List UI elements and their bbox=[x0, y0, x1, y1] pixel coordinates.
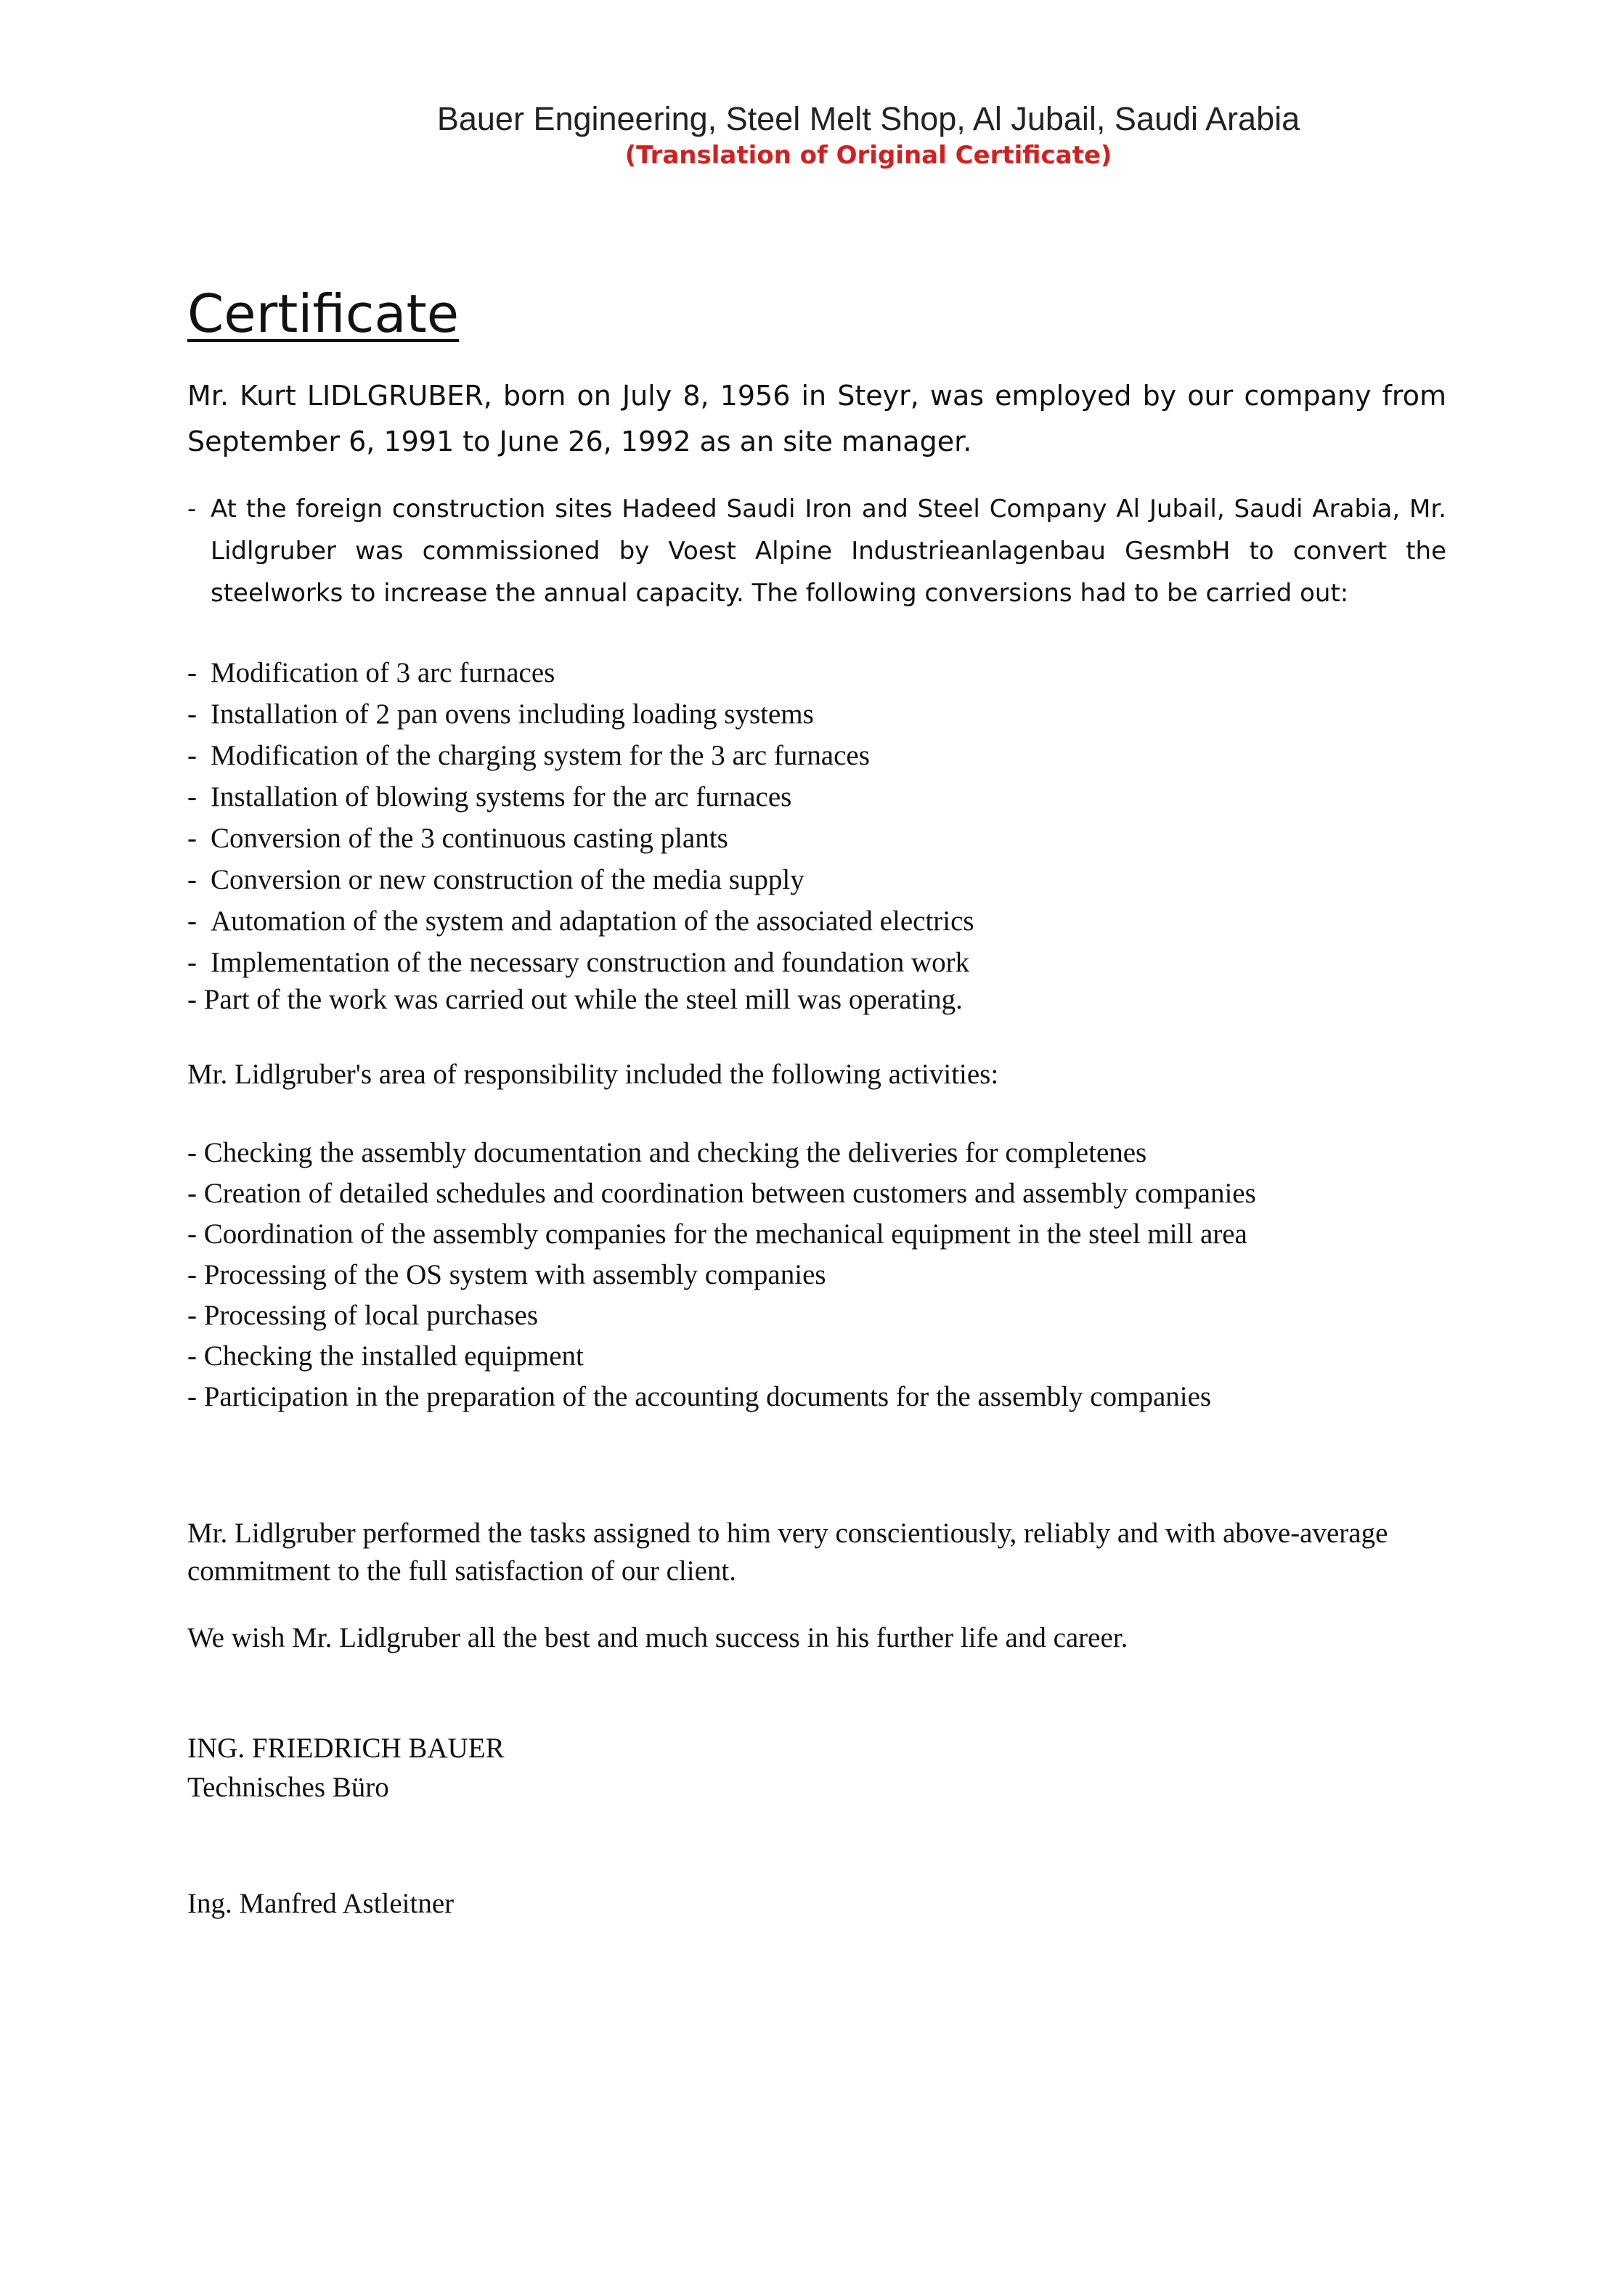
intro-paragraph: Mr. Kurt LIDLGRUBER, born on July 8, 1956 in Steyr, was employed by our company from September 6, 1991 to June 26, 1992 as an site manager. bbox=[187, 380, 1446, 457]
conversion-text: Modification of 3 arc furnaces bbox=[211, 657, 555, 688]
list-item: - Processing of the OS system with assembly companies bbox=[187, 1259, 826, 1290]
closing-paragraph: Mr. Lidlgruber performed the tasks assigned to him very conscientiously, reliably and with above-average commitment to the full satisfaction of our client. bbox=[187, 1518, 1388, 1587]
document-title: Certificate bbox=[187, 283, 459, 344]
conversion-text: Installation of blowing systems for the arc furnaces bbox=[211, 781, 792, 813]
list-item: - Checking the assembly documentation and checking the deliveries for completenes bbox=[187, 1137, 1147, 1168]
conversion-text: Conversion or new construction of the media supply bbox=[211, 864, 804, 895]
assignment-list bbox=[187, 488, 1446, 614]
closing-wishes: We wish Mr. Lidlgruber all the best and much success in his further life and career. bbox=[187, 1622, 1128, 1653]
conversion-text: Implementation of the necessary construction and foundation work bbox=[211, 947, 970, 978]
list-item: - Modification of 3 arc furnaces bbox=[187, 657, 555, 688]
letterhead-company: Bauer Engineering, Steel Melt Shop, Al Jubail, Saudi Arabia bbox=[436, 100, 1300, 137]
conversion-text: Installation of 2 pan ovens including loading systems bbox=[211, 699, 814, 730]
conversion-text: Modification of the charging system for the 3 arc furnaces bbox=[211, 740, 870, 771]
responsibilities-list bbox=[187, 1133, 1256, 1417]
list-item: - Conversion or new construction of the media supply bbox=[187, 864, 804, 895]
responsibility-intro: Mr. Lidlgruber's area of responsibility included the following activities: bbox=[187, 1059, 999, 1090]
list-dash: - bbox=[187, 494, 197, 524]
list-item: - Coordination of the assembly companies for the mechanical equipment in the steel mill area bbox=[187, 1218, 1247, 1250]
list-item: - Installation of blowing systems for the arc furnaces bbox=[187, 781, 792, 813]
signatory-office: Technisches Büro bbox=[187, 1772, 389, 1803]
assignment-text: At the foreign construction sites Hadeed Saudi Iron and Steel Company Al Jubail, Saudi Arabia, Mr. Lidlgruber was commissioned by Voest Alpine Industrieanlagenbau GesmbH to convert the steelworks to increase the annual capacity. The following conversions had to be carried out: bbox=[211, 494, 1446, 608]
list-item: - Installation of 2 pan ovens including loading systems bbox=[187, 699, 814, 730]
translation-note: (Translation of Original Certificate) bbox=[624, 141, 1112, 170]
list-item: - Checking the installed equipment bbox=[187, 1340, 584, 1372]
conversions-list bbox=[187, 652, 974, 983]
list-item: - Creation of detailed schedules and coordination between customers and assembly companies bbox=[187, 1178, 1256, 1209]
list-item: - Participation in the preparation of the accounting documents for the assembly companies bbox=[187, 1381, 1212, 1412]
conversions-tail: - Part of the work was carried out while the steel mill was operating. bbox=[187, 984, 963, 1015]
list-item: - Automation of the system and adaptation of the associated electrics bbox=[187, 905, 974, 937]
list-item: - Modification of the charging system for the 3 arc furnaces bbox=[187, 740, 870, 771]
list-item: - Processing of local purchases bbox=[187, 1300, 539, 1331]
list-item: - Conversion of the 3 continuous casting plants bbox=[187, 823, 728, 854]
conversion-text: Automation of the system and adaptation of the associated electrics bbox=[211, 905, 974, 937]
list-item: - Implementation of the necessary construction and foundation work bbox=[187, 947, 970, 978]
assignment-item bbox=[187, 488, 1446, 614]
conversion-text: Conversion of the 3 continuous casting plants bbox=[211, 823, 728, 854]
signatory-person: Ing. Manfred Astleitner bbox=[187, 1888, 455, 1919]
signatory-company: ING. FRIEDRICH BAUER bbox=[187, 1733, 505, 1764]
